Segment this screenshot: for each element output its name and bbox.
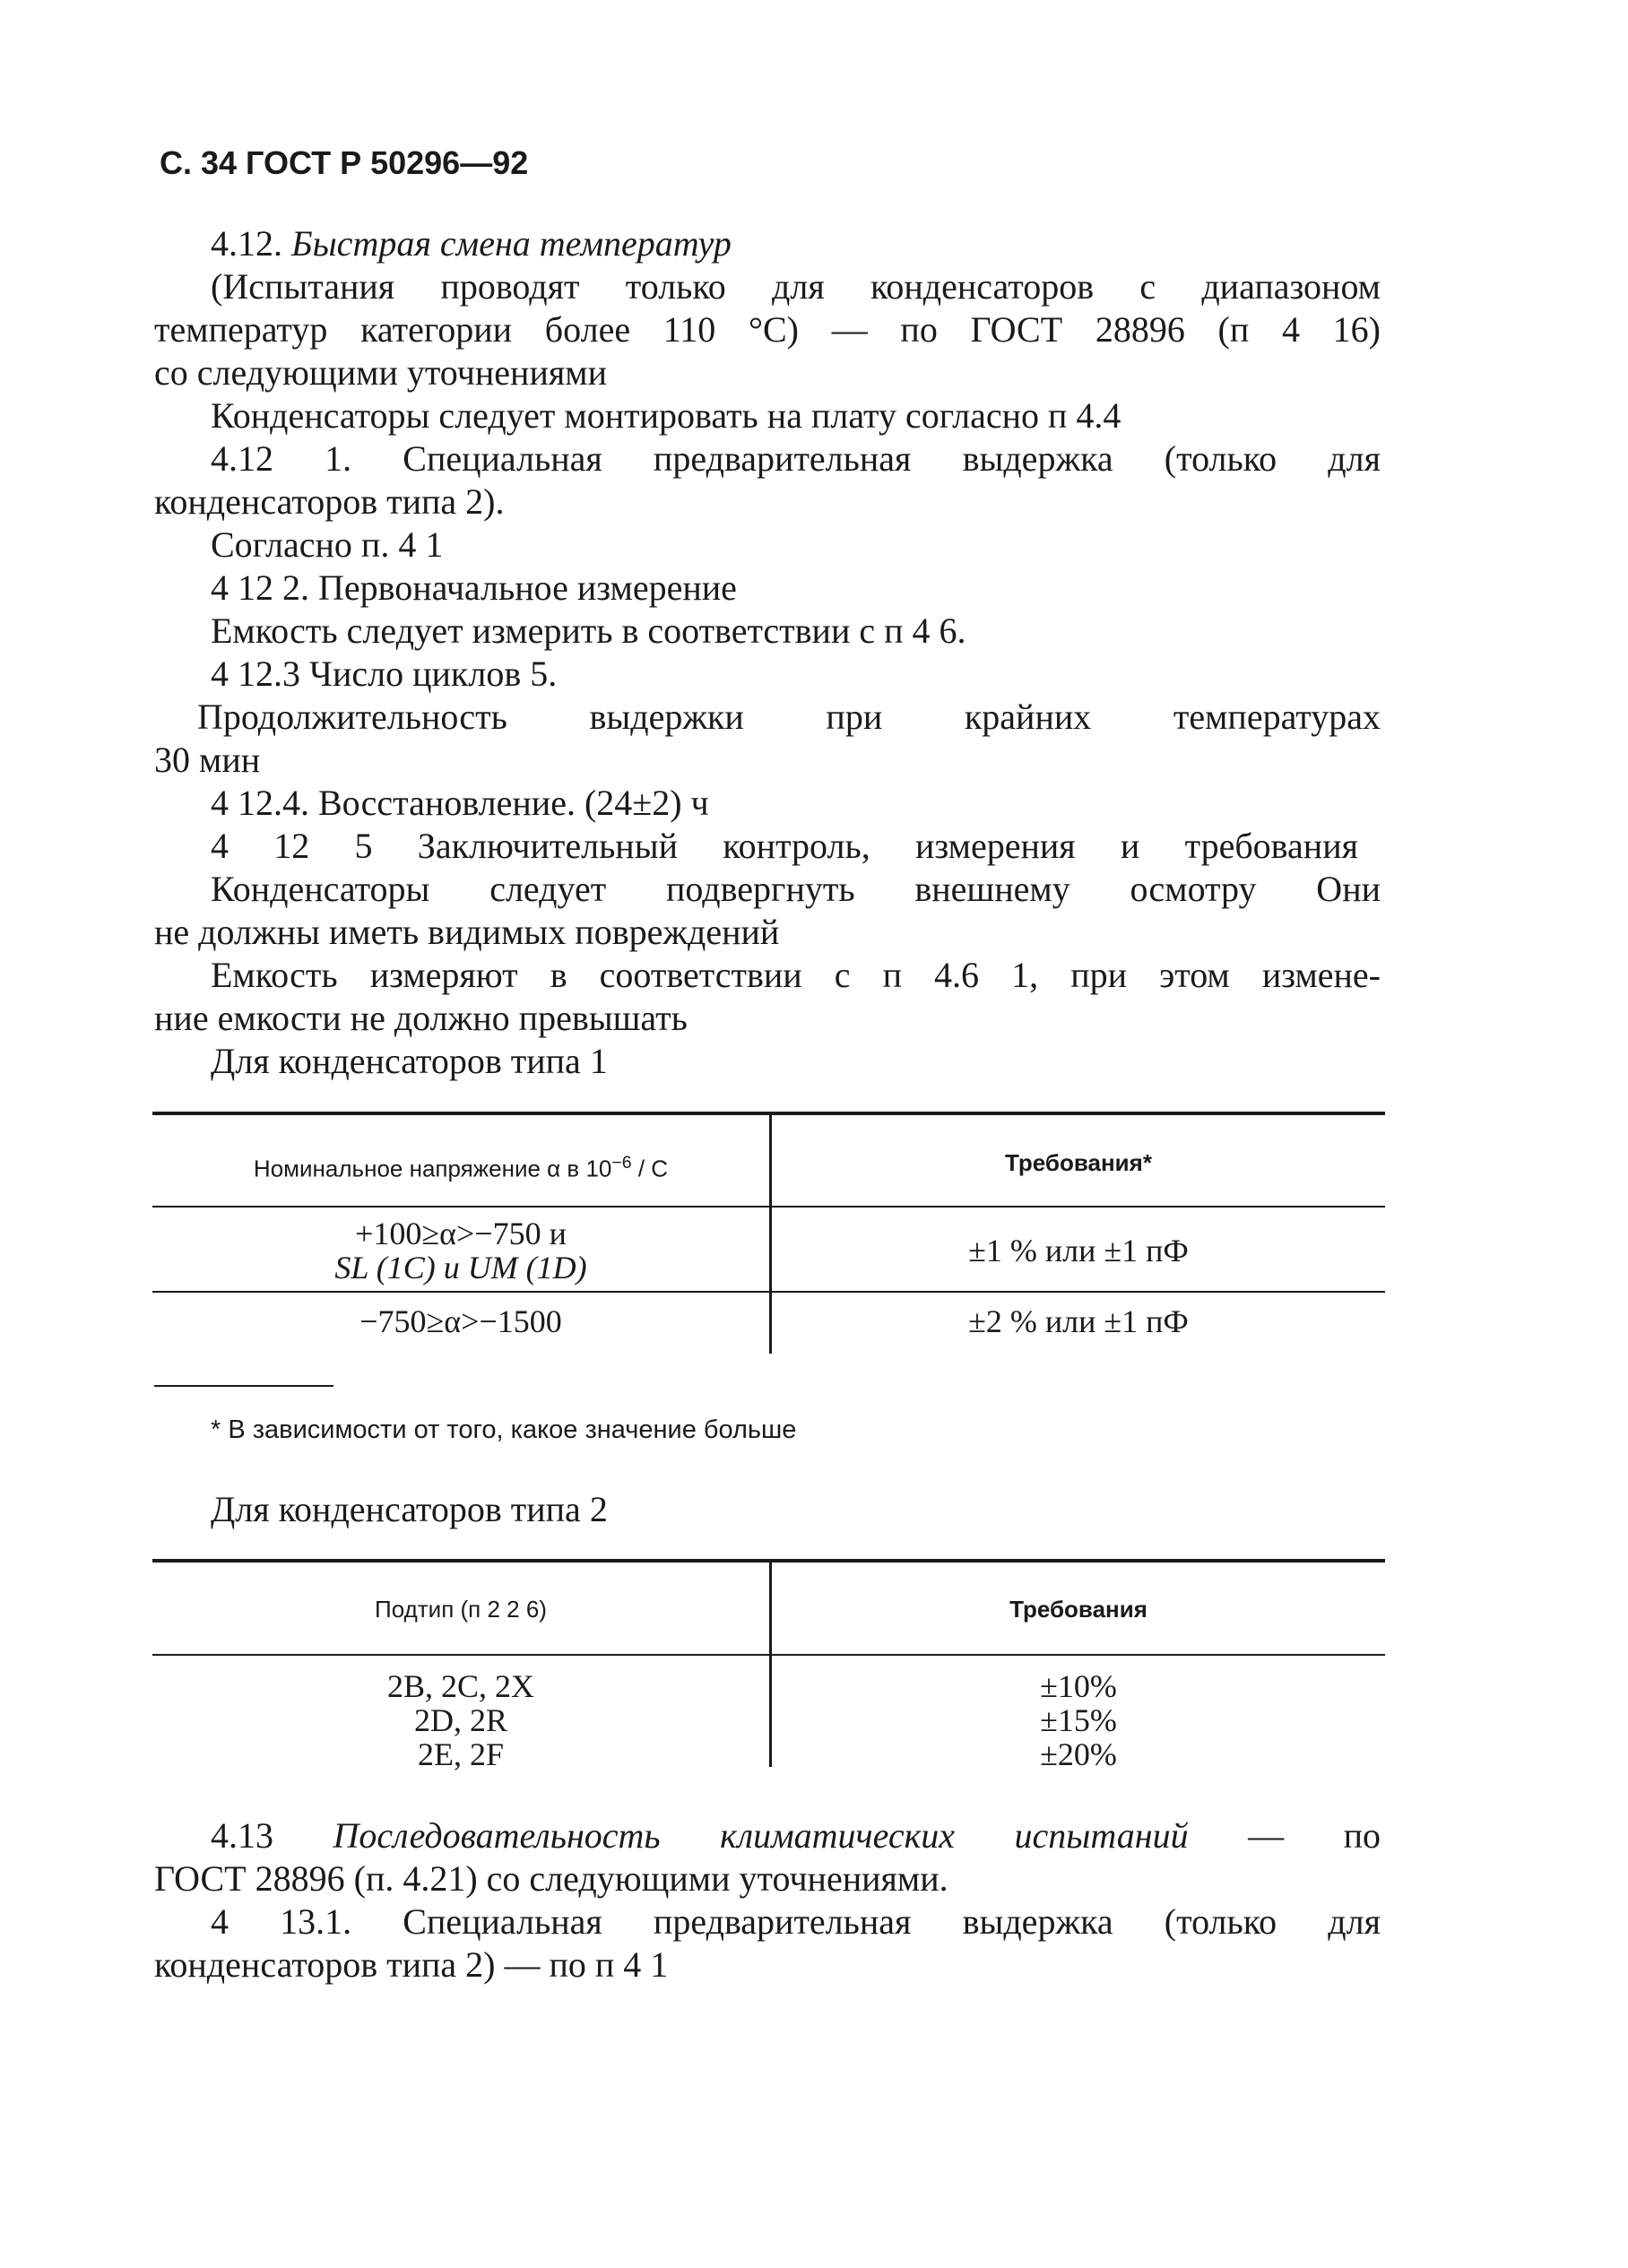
requirement: ±15% xyxy=(1040,1702,1117,1738)
text-line: (Испытания проводят только для конденсаторов с диапазоном xyxy=(211,266,1381,307)
section-4-13-title xyxy=(211,1814,1381,1857)
text-line: конденсаторов типа 2) — по п 4 1 xyxy=(154,1944,669,1985)
table-header-right: Требования* xyxy=(1005,1149,1152,1176)
alpha-range-extra: SL (1С) и UM (1D) xyxy=(334,1250,587,1285)
table-header-rule xyxy=(152,1206,1385,1208)
section-number: 4.13 xyxy=(211,1815,273,1856)
section-title: Быстрая смена температур xyxy=(291,223,732,264)
text-line: 4 12.3 Число циклов 5. xyxy=(211,654,558,694)
header-text: Номинальное напряжение α в 10 xyxy=(253,1155,612,1182)
text-line: Конденсаторы следует монтировать на плату согласно п 4.4 xyxy=(211,395,1121,436)
text-line: 4 12 5 Заключительный контроль, измерения и требования xyxy=(211,826,1358,866)
text-line: Емкость следует измерить в соответствии с п 4 6. xyxy=(211,610,966,651)
table-header-left xyxy=(152,1131,769,1194)
header-superscript: −6 xyxy=(611,1153,632,1173)
table-cell-requirements xyxy=(772,1669,1385,1771)
subtype: 2В, 2С, 2Х xyxy=(386,1668,535,1704)
section-title-tail: — по xyxy=(1248,1815,1381,1856)
text-line: 30 мин xyxy=(154,740,261,780)
text-line: конденсаторов типа 2). xyxy=(154,481,505,522)
table-caption: Для конденсаторов типа 2 xyxy=(211,1489,608,1529)
requirement: ±10% xyxy=(1040,1668,1117,1704)
table-header-right: Требования xyxy=(1009,1596,1147,1623)
text-line: 4 12 2. Первоначальное измерение xyxy=(211,567,737,608)
table-cell-requirement: ±1 % или ±1 пФ xyxy=(968,1233,1189,1268)
table-header-rule xyxy=(152,1654,1385,1656)
requirement: ±20% xyxy=(1040,1736,1117,1772)
table-header-left: Подтип (п 2 2 6) xyxy=(375,1596,547,1623)
text-line: 4 12.4. Восстановление. (24±2) ч xyxy=(211,783,709,823)
section-title: Последовательность климатических испытаний xyxy=(333,1815,1189,1856)
table-cell-subtypes xyxy=(152,1669,769,1771)
text-line: со следующими уточнениями xyxy=(154,352,607,393)
subtype: 2Е, 2F xyxy=(417,1736,504,1772)
table-cell-alpha: −750≥α>−1500 xyxy=(359,1303,562,1339)
footnote: * В зависимости от того, какое значение больше xyxy=(211,1415,797,1444)
text-line: не должны иметь видимых повреждений xyxy=(154,912,780,952)
text-line: температур категории более 110 °С) — по ГОСТ 28896 (п 4 16) xyxy=(154,309,1381,350)
text-line: ГОСТ 28896 (п. 4.21) со следующими уточнениями. xyxy=(154,1858,948,1899)
table-caption: Для конденсаторов типа 1 xyxy=(211,1041,608,1081)
alpha-range: +100≥α>−750 и xyxy=(355,1216,567,1251)
text-line: Продолжительность выдержки при крайних температурах xyxy=(197,697,1381,737)
table-cell-alpha xyxy=(152,1216,769,1285)
section-number: 4.12. xyxy=(211,223,282,264)
subtype: 2D, 2R xyxy=(413,1702,507,1738)
text-line: Конденсаторы следует подвергнуть внешнему осмотру Они xyxy=(211,869,1381,909)
text-line: 4 13.1. Специальная предварительная выдержка (только для xyxy=(211,1901,1381,1942)
footnote-separator xyxy=(154,1385,333,1387)
text-line: Емкость измеряют в соответствии с п 4.6 1, при этом измене- xyxy=(211,955,1381,995)
page-header: С. 34 ГОСТ Р 50296—92 xyxy=(160,144,529,181)
table-row-rule xyxy=(152,1291,1385,1293)
text-line: ние емкости не должно превышать xyxy=(154,998,688,1038)
text-line: 4.12 1. Специальная предварительная выдержка (только для xyxy=(211,438,1381,479)
section-4-12-title xyxy=(211,222,732,265)
header-unit: / С xyxy=(637,1155,669,1182)
table-cell-requirement: ±2 % или ±1 пФ xyxy=(968,1303,1189,1339)
text-line: Согласно п. 4 1 xyxy=(211,524,444,565)
